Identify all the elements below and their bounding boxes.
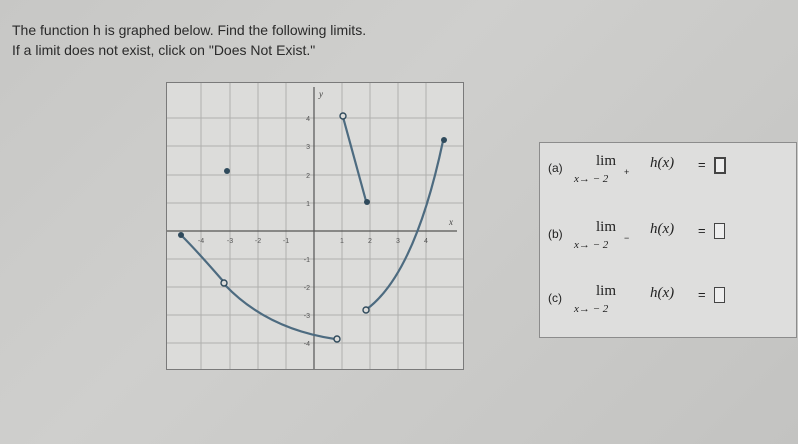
- y-tick-label: 3: [306, 144, 310, 151]
- approach-sign: −: [624, 233, 630, 243]
- curve-lower-branch: [225, 285, 335, 339]
- lim-text: lim: [596, 283, 617, 299]
- part-label: (a): [548, 161, 563, 175]
- open-point: [221, 280, 227, 286]
- equals-sign: =: [698, 287, 706, 302]
- function-expr: h(x): [650, 155, 675, 171]
- filled-point: [364, 199, 370, 205]
- curve-right-branch: [367, 141, 443, 309]
- limit-row-b: [540, 215, 796, 267]
- answer-input-a[interactable]: [714, 157, 726, 174]
- lim-text: lim: [596, 153, 617, 169]
- y-tick-label: -3: [303, 313, 310, 320]
- lim-subscript: x→ − 2: [574, 239, 609, 251]
- x-axis-label: x: [449, 217, 453, 227]
- instruction-line-1: The function h is graphed below. Find the following limits.: [12, 22, 367, 38]
- y-tick-label: -4: [303, 341, 310, 348]
- part-label: (c): [548, 291, 562, 305]
- instruction-line-2: If a limit does not exist, click on "Does Not Exist.": [12, 42, 316, 58]
- open-point: [340, 113, 346, 119]
- x-tick-label: -4: [197, 238, 205, 245]
- open-point: [334, 336, 340, 342]
- filled-point: [224, 168, 230, 174]
- answer-input-c[interactable]: [714, 287, 725, 303]
- filled-point: [441, 137, 447, 143]
- x-tick-label: -2: [254, 238, 262, 245]
- y-tick-label: 2: [306, 173, 310, 180]
- y-tick-label: -2: [303, 285, 310, 292]
- function-graph: [166, 82, 464, 370]
- curve-middle-segment: [343, 117, 366, 201]
- part-label: (b): [548, 227, 563, 241]
- limit-row-c: [540, 279, 796, 331]
- lim-subscript: x→ − 2: [574, 173, 609, 185]
- equals-sign: =: [698, 157, 706, 172]
- filled-point: [178, 232, 184, 238]
- equals-sign: =: [698, 223, 706, 238]
- x-tick-label: 4: [424, 238, 428, 245]
- answer-panel: [539, 142, 797, 338]
- x-tick-label: -1: [282, 238, 290, 245]
- lim-subscript: x→ − 2: [574, 303, 609, 315]
- x-tick-label: -3: [226, 238, 234, 245]
- limit-row-a: [540, 149, 796, 201]
- open-point: [363, 307, 369, 313]
- lim-text: lim: [596, 219, 617, 235]
- function-expr: h(x): [650, 221, 675, 237]
- x-tick-label: 1: [340, 238, 344, 245]
- approach-sign: +: [624, 167, 630, 177]
- x-tick-labels: [198, 238, 428, 245]
- y-axis-label: y: [319, 89, 323, 99]
- graph-svg: [167, 83, 463, 369]
- y-tick-label: 4: [306, 116, 310, 123]
- y-tick-labels: [304, 116, 310, 348]
- x-tick-label: 2: [368, 238, 372, 245]
- y-tick-label: 1: [306, 201, 310, 208]
- answer-input-b[interactable]: [714, 223, 725, 239]
- function-expr: h(x): [650, 285, 675, 301]
- y-tick-label: -1: [303, 257, 310, 264]
- x-tick-label: 3: [396, 238, 400, 245]
